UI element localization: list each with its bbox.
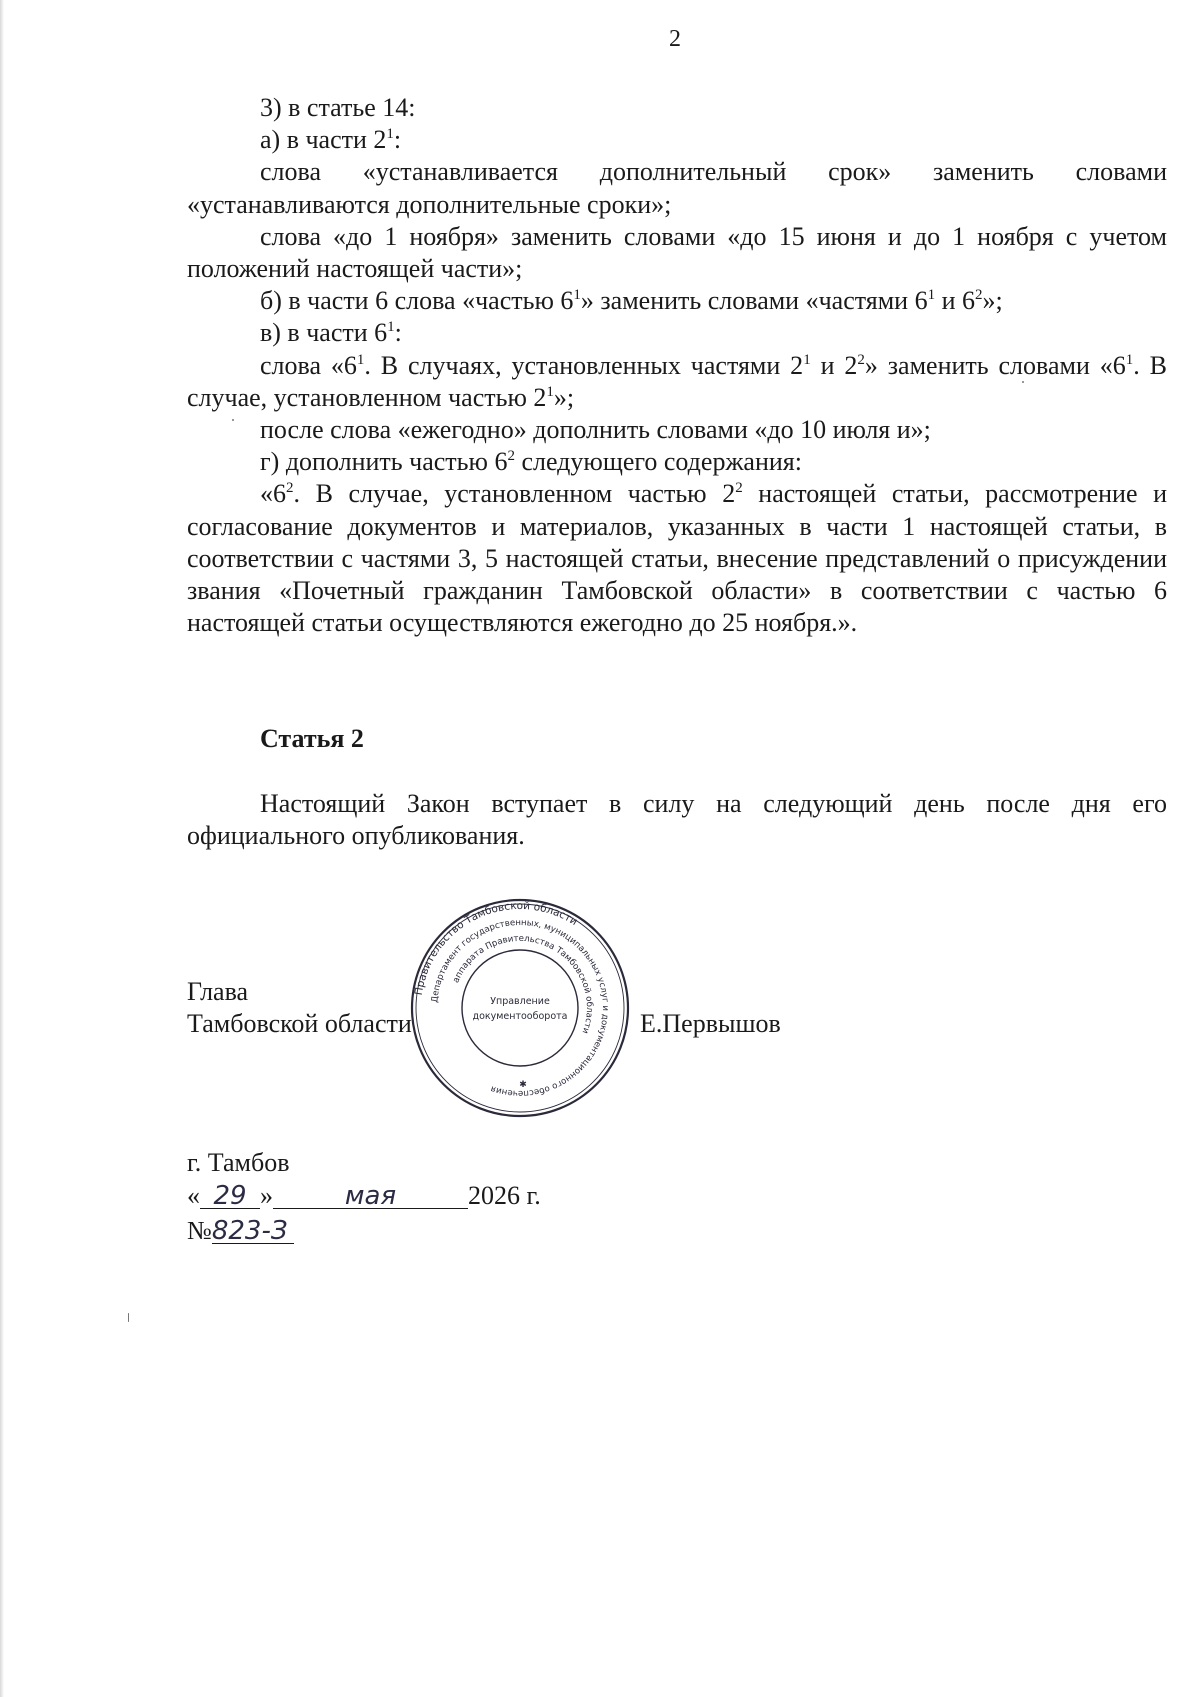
number-handwritten: 823-З [211,1216,288,1246]
paragraph-subitem-g: г) дополнить частью $6^2$ следующего содержания: [260,447,802,477]
official-stamp [410,898,630,1118]
stamp-inner-text: аппарата Правительства Тамбовской области [451,933,595,1035]
article-2-body [187,788,1167,852]
stamp-center-line-1: Управление [490,996,550,1007]
paragraph-subitem-b: б) в части 6 слова «частью $6^1$» заменить словами «частями $6^1$ и $6^2$»; [260,286,1003,316]
date-day-field [200,1180,260,1209]
article-1-continuation [187,92,1167,639]
article-2-heading: Статья 2 [260,724,364,753]
signature-title-line-2: Тамбовской области [187,1009,412,1038]
scan-speck [232,419,234,421]
date-day-handwritten: 29 [213,1181,247,1211]
number-prefix: № [187,1216,212,1245]
date-month-field [273,1180,468,1209]
signature-title-line-1: Глава [187,977,249,1006]
paragraph-replace-words-3: слова «$6^1$. В случаях, установленных частями $2^1$ и $2^2$» заменить словами «$6^1$. В случае, установленном частью $2^1$»; [187,350,1167,412]
signer-name: Е.Первышов [640,1009,781,1038]
law-number [187,1215,294,1247]
paragraph-new-part-text: «$6^2$. В случае, установленном частью $2^2$ настоящей статьи, рассмотрение и согласование документов и материалов, указанных в части 1 настоящей статьи, в соответствии с частями 3, 5 настоящей статьи, внесение представлений о присуждении звания «Почетный гражданин Тамбовской области» в соответствии с частью 6 настоящей статьи осуществляются ежегодно до 25 ноября.». [187,479,1167,638]
page-number: 2 [669,26,681,52]
paragraph-replace-words-1b: «устанавливаются дополнительные сроки»; [187,189,672,219]
scan-edge [0,0,4,1697]
paragraph-item-3: 3) в статье 14: [260,93,416,122]
paragraph-add-words: после слова «ежегодно» дополнить словами «до 10 июля и»; [260,415,931,445]
scan-speck [128,1313,129,1322]
stamp-middle-text: Департамент государственных, муниципальных услуг и документационного обеспечения [430,917,611,1099]
paragraph-replace-words-1a: слова «устанавливается дополнительный срок» заменить словами [260,157,1167,187]
article-2-paragraph: Настоящий Закон вступает в силу на следующий день после дня его официального опубликования. [187,789,1167,851]
scan-speck [1022,381,1024,383]
number-field [212,1215,294,1244]
signing-date [187,1180,541,1212]
city: г. Тамбов [187,1148,290,1177]
date-quote-close: » [260,1181,273,1210]
stamp-center-line-2: документооборота [472,1011,568,1022]
paragraph-subitem-v: в) в части $6^1$: [260,318,402,348]
signature-title [187,976,412,1040]
date-month-handwritten: мая [344,1181,397,1211]
date-quote-open: « [187,1181,200,1210]
paragraph-replace-words-2: слова «до 1 ноября» заменить словами «до 15 июня и до 1 ноября с учетом положений настоящей части»; [187,221,1167,284]
stamp-star-icon: ✱ [519,1080,527,1090]
stamp-outer-text: Правительство Тамбовской области [412,899,580,997]
date-year: 2026 г. [468,1181,541,1210]
paragraph-subitem-a: а) в части $2^1$: [260,125,402,155]
